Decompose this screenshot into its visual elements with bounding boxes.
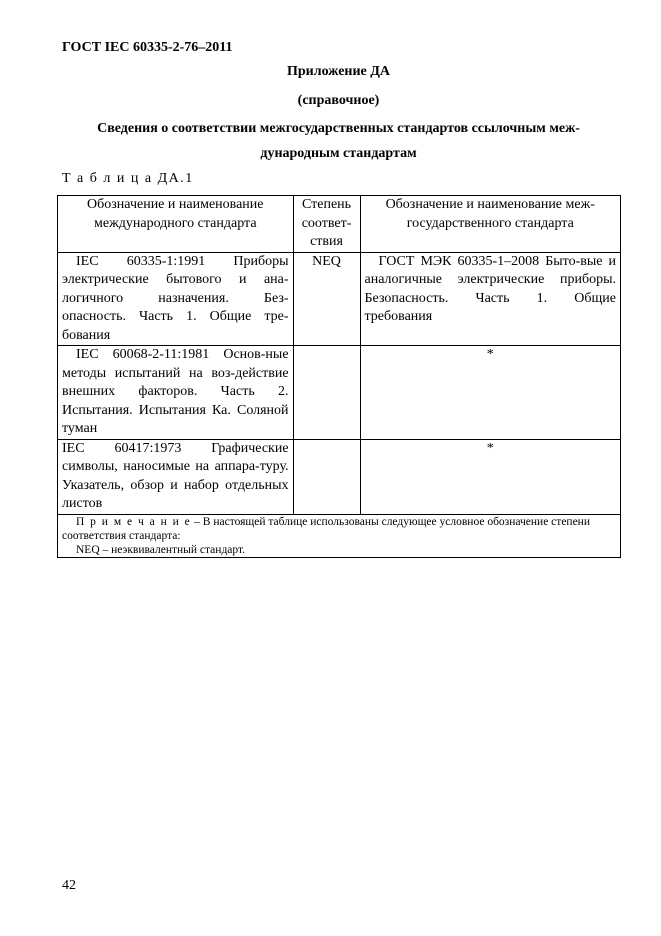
cell-interstate-standard: * <box>360 439 620 514</box>
table-label: Т а б л и ц а ДА.1 <box>62 171 194 186</box>
table-row <box>58 439 621 514</box>
cell-interstate-standard: ГОСТ МЭК 60335-1–2008 Быто-вые и аналогичные электрические приборы. Безопасность. Часть 1. Общие требования <box>360 252 620 346</box>
cell-degree <box>293 439 360 514</box>
cell-international-standard: IEC 60068-2-11:1981 Основ-ные методы испытаний на воз-действие внешних факторов. Часть 2. Испытания. Испытания Ка. Соляной туман <box>58 346 294 440</box>
table-row <box>58 346 621 440</box>
cell-international-standard: IEC 60417:1973 Графические символы, наносимые на аппара-туру. Указатель, обзор и набор отдельных листов <box>58 439 294 514</box>
appendix-heading-line1: Сведения о соответствии межгосударственных стандартов ссылочным меж- <box>97 121 580 136</box>
note-label: П р и м е ч а н и е <box>76 515 192 528</box>
cell-degree <box>293 346 360 440</box>
table-note <box>58 514 621 557</box>
column-header-interstate: Обозначение и наименование меж-государственного стандарта <box>360 196 620 253</box>
appendix-heading-line2: дународным стандартам <box>260 146 417 161</box>
column-header-degree: Степень соответ-ствия <box>293 196 360 253</box>
appendix-title: Приложение ДА <box>286 64 391 79</box>
cell-degree: NEQ <box>293 252 360 346</box>
document-header: ГОСТ IEC 60335-2-76–2011 <box>62 40 233 55</box>
appendix-subtitle: (справочное) <box>297 93 380 108</box>
column-header-international: Обозначение и наименование международного стандарта <box>58 196 294 253</box>
table-note-row <box>58 514 621 557</box>
note-text: – В настоящей таблице использованы следующее условное обозначение степени соответствия стандарта: <box>62 515 590 542</box>
cell-international-standard: IEC 60335-1:1991 Приборы электрические бытового и ана-логичного назначения. Без-опасность. Часть 1. Общие тре-бования <box>58 252 294 346</box>
note-line2: NEQ – неэквивалентный стандарт. <box>76 543 246 556</box>
correspondence-table <box>57 195 621 558</box>
cell-interstate-standard: * <box>360 346 620 440</box>
table-row <box>58 252 621 346</box>
table-header-row <box>58 196 621 253</box>
page-number: 42 <box>62 878 76 893</box>
